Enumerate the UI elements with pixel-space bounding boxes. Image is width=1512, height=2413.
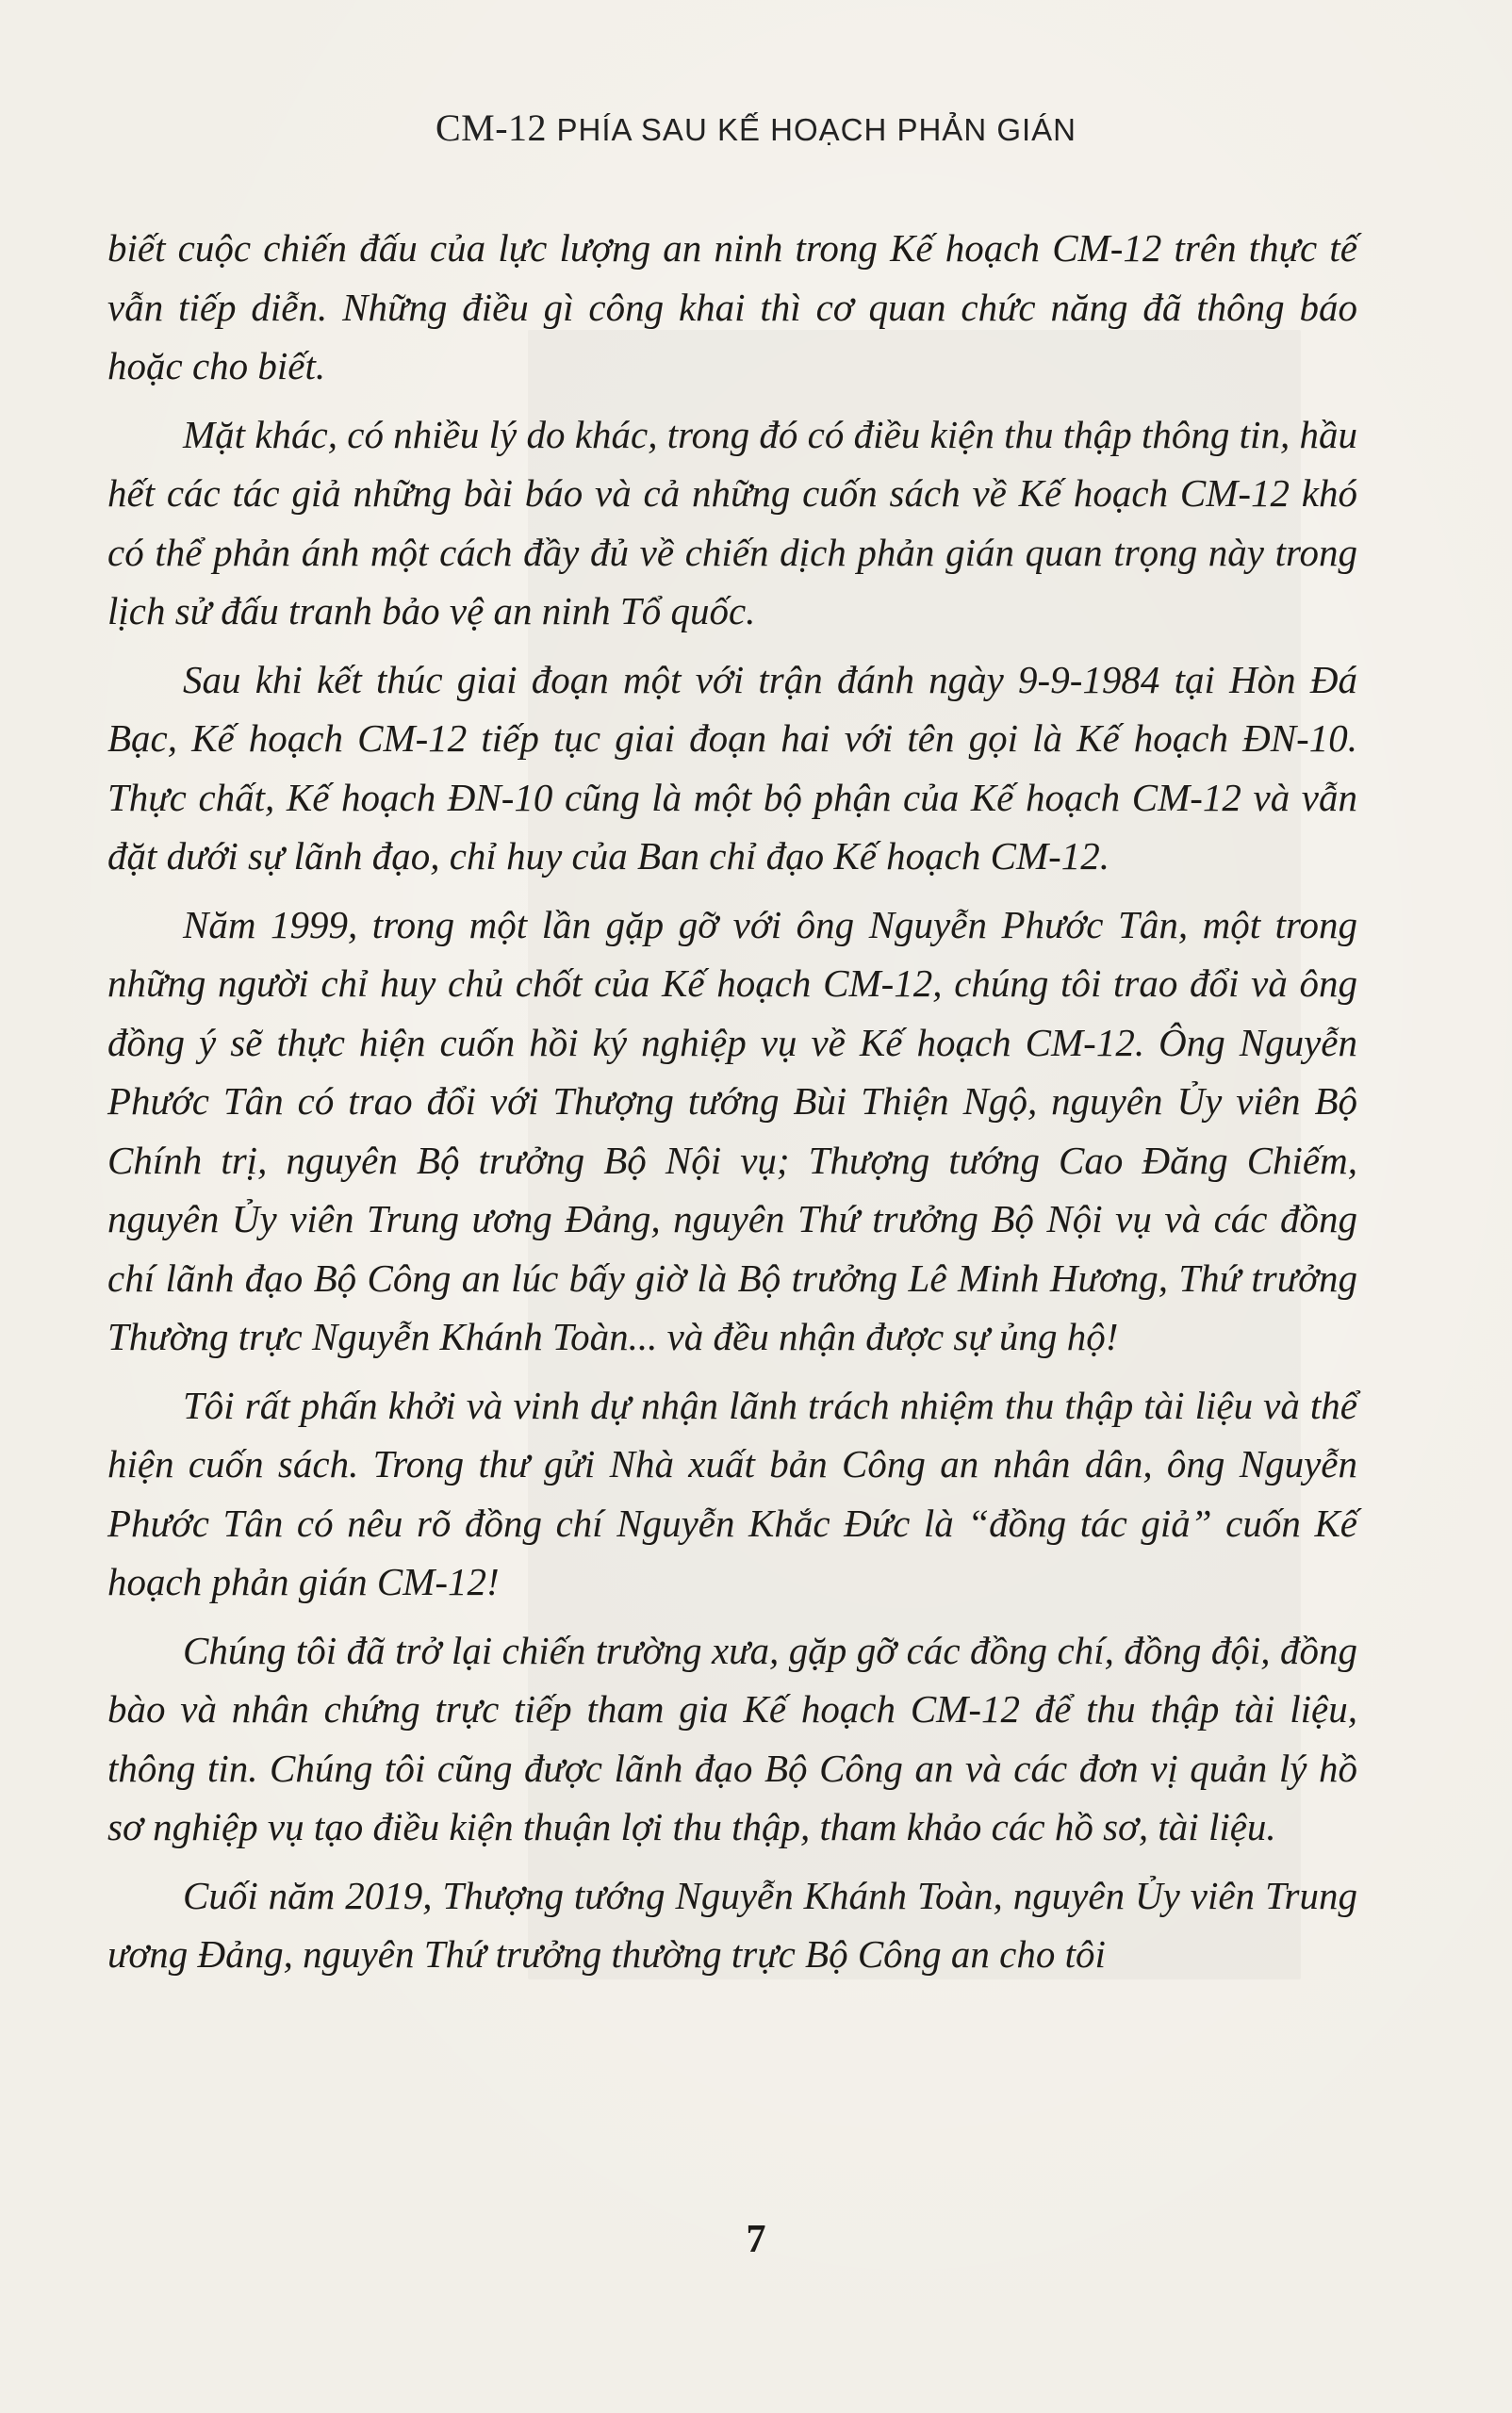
header-title: PHÍA SAU KẾ HOẠCH PHẢN GIÁN [556, 112, 1077, 147]
paragraph-3: Sau khi kết thúc giai đoạn một với trận đánh ngày 9-9-1984 tại Hòn Đá Bạc, Kế hoạch CM-12 tiếp tục giai đoạn hai với tên gọi là Kế hoạch ĐN-10. Thực chất, Kế hoạch ĐN-10 cũng là một bộ phận của Kế hoạch CM-12 và vẫn đặt dưới sự lãnh đạo, chỉ huy của Ban chỉ đạo Kế hoạch CM-12. [107, 657, 1357, 878]
paragraph-1: biết cuộc chiến đấu của lực lượng an ninh trong Kế hoạch CM-12 trên thực tế vẫn tiếp diễn. Những điều gì công khai thì cơ quan chức năng đã thông báo hoặc cho biết. [107, 226, 1357, 387]
running-header [0, 106, 1512, 150]
paragraph-5: Tôi rất phấn khởi và vinh dự nhận lãnh trách nhiệm thu thập tài liệu và thể hiện cuốn sách. Trong thư gửi Nhà xuất bản Công an nhân dân, ông Nguyễn Phước Tân có nêu rõ đồng chí Nguyễn Khắc Đức là “đồng tác giả” cuốn Kế hoạch phản gián CM-12! [107, 1383, 1357, 1603]
paragraph-4: Năm 1999, trong một lần gặp gỡ với ông Nguyễn Phước Tân, một trong những người chỉ huy chủ chốt của Kế hoạch CM-12, chúng tôi trao đổi và ông đồng ý sẽ thực hiện cuốn hồi ký nghiệp vụ về Kế hoạch CM-12. Ông Nguyễn Phước Tân có trao đổi với Thượng tướng Bùi Thiện Ngộ, nguyên Ủy viên Bộ Chính trị, nguyên Bộ trưởng Bộ Nội vụ; Thượng tướng Cao Đăng Chiếm, nguyên Ủy viên Trung ương Đảng, nguyên Thứ trưởng Bộ Nội vụ và các đồng chí lãnh đạo Bộ Công an lúc bấy giờ là Bộ trưởng Lê Minh Hương, Thứ trưởng Thường trực Nguyễn Khánh Toàn... và đều nhận được sự ủng hộ! [107, 902, 1357, 1358]
paragraph-2: Mặt khác, có nhiều lý do khác, trong đó có điều kiện thu thập thông tin, hầu hết các tác giả những bài báo và cả những cuốn sách về Kế hoạch CM-12 khó có thể phản ánh một cách đầy đủ về chiến dịch phản gián quan trọng này trong lịch sử đấu tranh bảo vệ an ninh Tổ quốc. [107, 412, 1357, 632]
body-text [107, 219, 1357, 1984]
header-prefix: CM-12 [435, 107, 548, 149]
paragraph-7: Cuối năm 2019, Thượng tướng Nguyễn Khánh Toàn, nguyên Ủy viên Trung ương Đảng, nguyên Thứ trưởng thường trực Bộ Công an cho tôi [107, 1873, 1357, 1976]
paragraph-6: Chúng tôi đã trở lại chiến trường xưa, gặp gỡ các đồng chí, đồng đội, đồng bào và nhân chứng trực tiếp tham gia Kế hoạch CM-12 để thu thập tài liệu, thông tin. Chúng tôi cũng được lãnh đạo Bộ Công an và các đơn vị quản lý hồ sơ nghiệp vụ tạo điều kiện thuận lợi thu thập, tham khảo các hồ sơ, tài liệu. [107, 1628, 1357, 1848]
page-number: 7 [746, 2218, 766, 2261]
